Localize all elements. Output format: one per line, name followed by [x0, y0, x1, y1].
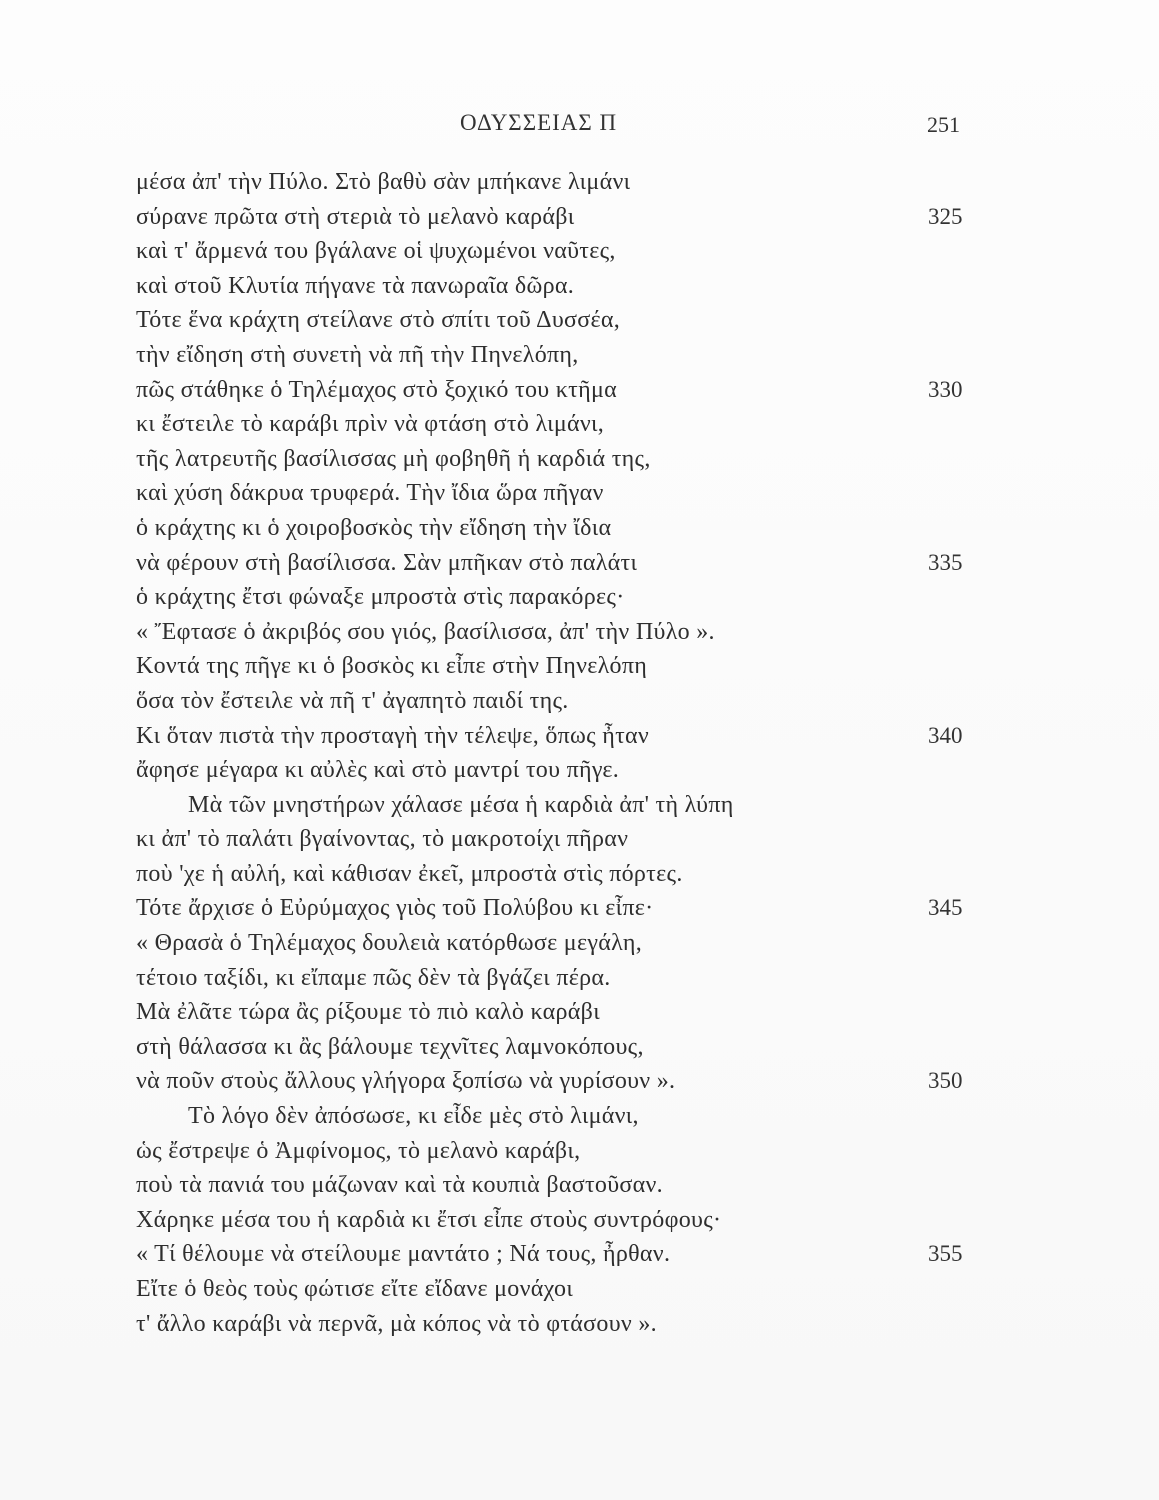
verse-line [136, 1168, 976, 1203]
verse-text: πῶς στάθηκε ὁ Τηλέμαχος στὸ ξοχικό του κτῆμα [136, 376, 617, 403]
verse-text: Τότε ἕνα κράχτη στείλανε στὸ σπίτι τοῦ Δυσσέα, [136, 307, 621, 334]
line-number: 330 [928, 376, 963, 402]
verse-line [136, 788, 976, 823]
running-title: ΟΔΥΣΣΕΙΑΣ Π [460, 110, 618, 135]
verse-line [136, 1064, 976, 1099]
verse-line [136, 857, 976, 892]
verse-text: νὰ ποῦν στοὺς ἄλλους γλήγορα ξοπίσω νὰ γυρίσουν ». [136, 1068, 676, 1095]
verse-text: « Ἔφτασε ὁ ἀκριβός σου γιός, βασίλισσα, ἀπ' τὴν Πύλο ». [136, 618, 715, 645]
verse-line [136, 407, 976, 442]
verse-line [136, 234, 976, 269]
verse-text: καὶ τ' ἄρμενά του βγάλανε οἱ ψυχωμένοι ναῦτες, [136, 238, 616, 265]
verse-text: ὁ κράχτης ἔτσι φώναξε μπροστὰ στὶς παρακόρες· [136, 584, 625, 611]
verse-text: μέσα ἀπ' τὴν Πύλο. Στὸ βαθὺ σὰν μπήκανε λιμάνι [136, 169, 631, 195]
verse-text: ποὺ 'χε ἡ αὐλή, καὶ κάθισαν ἐκεῖ, μπροστὰ στὶς πόρτες. [136, 860, 683, 887]
verse-line [136, 1203, 976, 1238]
verse-text: Τότε ἄρχισε ὁ Εὐρύμαχος γιὸς τοῦ Πολύβου κι εἶπε· [136, 895, 654, 922]
verse-text: Χάρηκε μέσα του ἡ καρδιὰ κι ἔτσι εἶπε στοὺς συντρόφους· [136, 1206, 722, 1233]
verse-text: στὴ θάλασσα κι ἂς βάλουμε τεχνῖτες λαμνοκόπους, [136, 1033, 644, 1060]
verse-block [136, 165, 976, 1341]
verse-line [136, 511, 976, 546]
verse-line [136, 926, 976, 961]
verse-text: Κι ὅταν πιστὰ τὴν προσταγὴ τὴν τέλεψε, ὅπως ἦταν [136, 722, 650, 749]
verse-line [136, 338, 976, 373]
verse-line [136, 476, 976, 511]
verse-line [136, 303, 976, 338]
line-number: 340 [928, 722, 963, 748]
verse-text: κι ἔστειλε τὸ καράβι πρὶν νὰ φτάση στὸ λιμάνι, [136, 411, 605, 438]
verse-text: τὴν εἴδηση στὴ συνετὴ νὰ πῆ τὴν Πηνελόπη, [136, 341, 579, 368]
verse-line [136, 1307, 976, 1342]
verse-line [136, 961, 976, 996]
verse-line [136, 719, 976, 754]
verse-line [136, 546, 976, 581]
verse-text: ὡς ἔστρεψε ὁ Ἀμφίνομος, τὸ μελανὸ καράβι, [136, 1137, 581, 1164]
verse-text: ποὺ τὰ πανιά του μάζωναν καὶ τὰ κουπιὰ βαστοῦσαν. [136, 1172, 663, 1199]
verse-text: σύρανε πρῶτα στὴ στεριὰ τὸ μελανὸ καράβι [136, 203, 575, 230]
verse-text: ὅσα τὸν ἔστειλε νὰ πῆ τ' ἀγαπητὸ παιδί της. [136, 687, 569, 714]
verse-text: κι ἀπ' τὸ παλάτι βγαίνοντας, τὸ μακροτοίχι πῆραν [136, 826, 629, 853]
verse-line [136, 269, 976, 304]
verse-text: Κοντά της πῆγε κι ὁ βοσκὸς κι εἶπε στὴν Πηνελόπη [136, 653, 648, 680]
verse-text: Εἴτε ὁ θεὸς τοὺς φώτισε εἴτε εἴδανε μονάχοι [136, 1276, 574, 1302]
line-number: 335 [928, 549, 963, 575]
verse-text: Μὰ τῶν μνηστήρων χάλασε μέσα ἡ καρδιὰ ἀπ' τὴ λύπη [188, 791, 734, 818]
verse-line [136, 1272, 976, 1307]
verse-line [136, 753, 976, 788]
verse-line [136, 373, 976, 408]
verse-text: Μὰ ἐλᾶτε τώρα ἂς ρίξουμε τὸ πιὸ καλὸ καράβι [136, 999, 600, 1026]
verse-text: ἄφησε μέγαρα κι αὐλὲς καὶ στὸ μαντρί του πῆγε. [136, 757, 620, 784]
verse-line [136, 165, 976, 200]
verse-text: νὰ φέρουν στὴ βασίλισσα. Σὰν μπῆκαν στὸ παλάτι [136, 549, 638, 576]
verse-text: τ' ἄλλο καράβι νὰ περνᾶ, μὰ κόπος νὰ τὸ φτάσουν ». [136, 1310, 657, 1337]
page-number: 251 [927, 112, 960, 137]
verse-line [136, 995, 976, 1030]
verse-text: τῆς λατρευτῆς βασίλισσας μὴ φοβηθῆ ἡ καρδιά της, [136, 445, 651, 472]
verse-line [136, 200, 976, 235]
running-head [0, 110, 1159, 140]
line-number: 350 [928, 1068, 963, 1094]
verse-line [136, 442, 976, 477]
verse-line [136, 684, 976, 719]
line-number: 355 [928, 1241, 963, 1267]
verse-text: « Τί θέλουμε νὰ στείλουμε μαντάτο ; Νά τους, ἦρθαν. [136, 1241, 671, 1268]
line-number: 325 [928, 203, 963, 229]
verse-line [136, 1030, 976, 1065]
line-number: 345 [928, 895, 963, 921]
verse-text: ὁ κράχτης κι ὁ χοιροβοσκὸς τὴν εἴδηση τὴν ἴδια [136, 514, 612, 541]
verse-line [136, 1134, 976, 1169]
verse-text: καὶ χύση δάκρυα τρυφερά. Τὴν ἴδια ὥρα πῆγαν [136, 480, 604, 507]
verse-line [136, 615, 976, 650]
verse-line [136, 822, 976, 857]
verse-text: « Θρασὰ ὁ Τηλέμαχος δουλειὰ κατόρθωσε μεγάλη, [136, 930, 642, 957]
verse-line [136, 1237, 976, 1272]
verse-text: καὶ στοῦ Κλυτία πήγανε τὰ πανωραῖα δῶρα. [136, 272, 575, 299]
verse-text: Τὸ λόγο δὲν ἀπόσωσε, κι εἶδε μὲς στὸ λιμάνι, [188, 1103, 639, 1130]
verse-line [136, 580, 976, 615]
verse-line [136, 649, 976, 684]
verse-line [136, 891, 976, 926]
verse-text: τέτοιο ταξίδι, κι εἴπαμε πῶς δὲν τὰ βγάζει πέρα. [136, 964, 611, 991]
verse-line [136, 1099, 976, 1134]
